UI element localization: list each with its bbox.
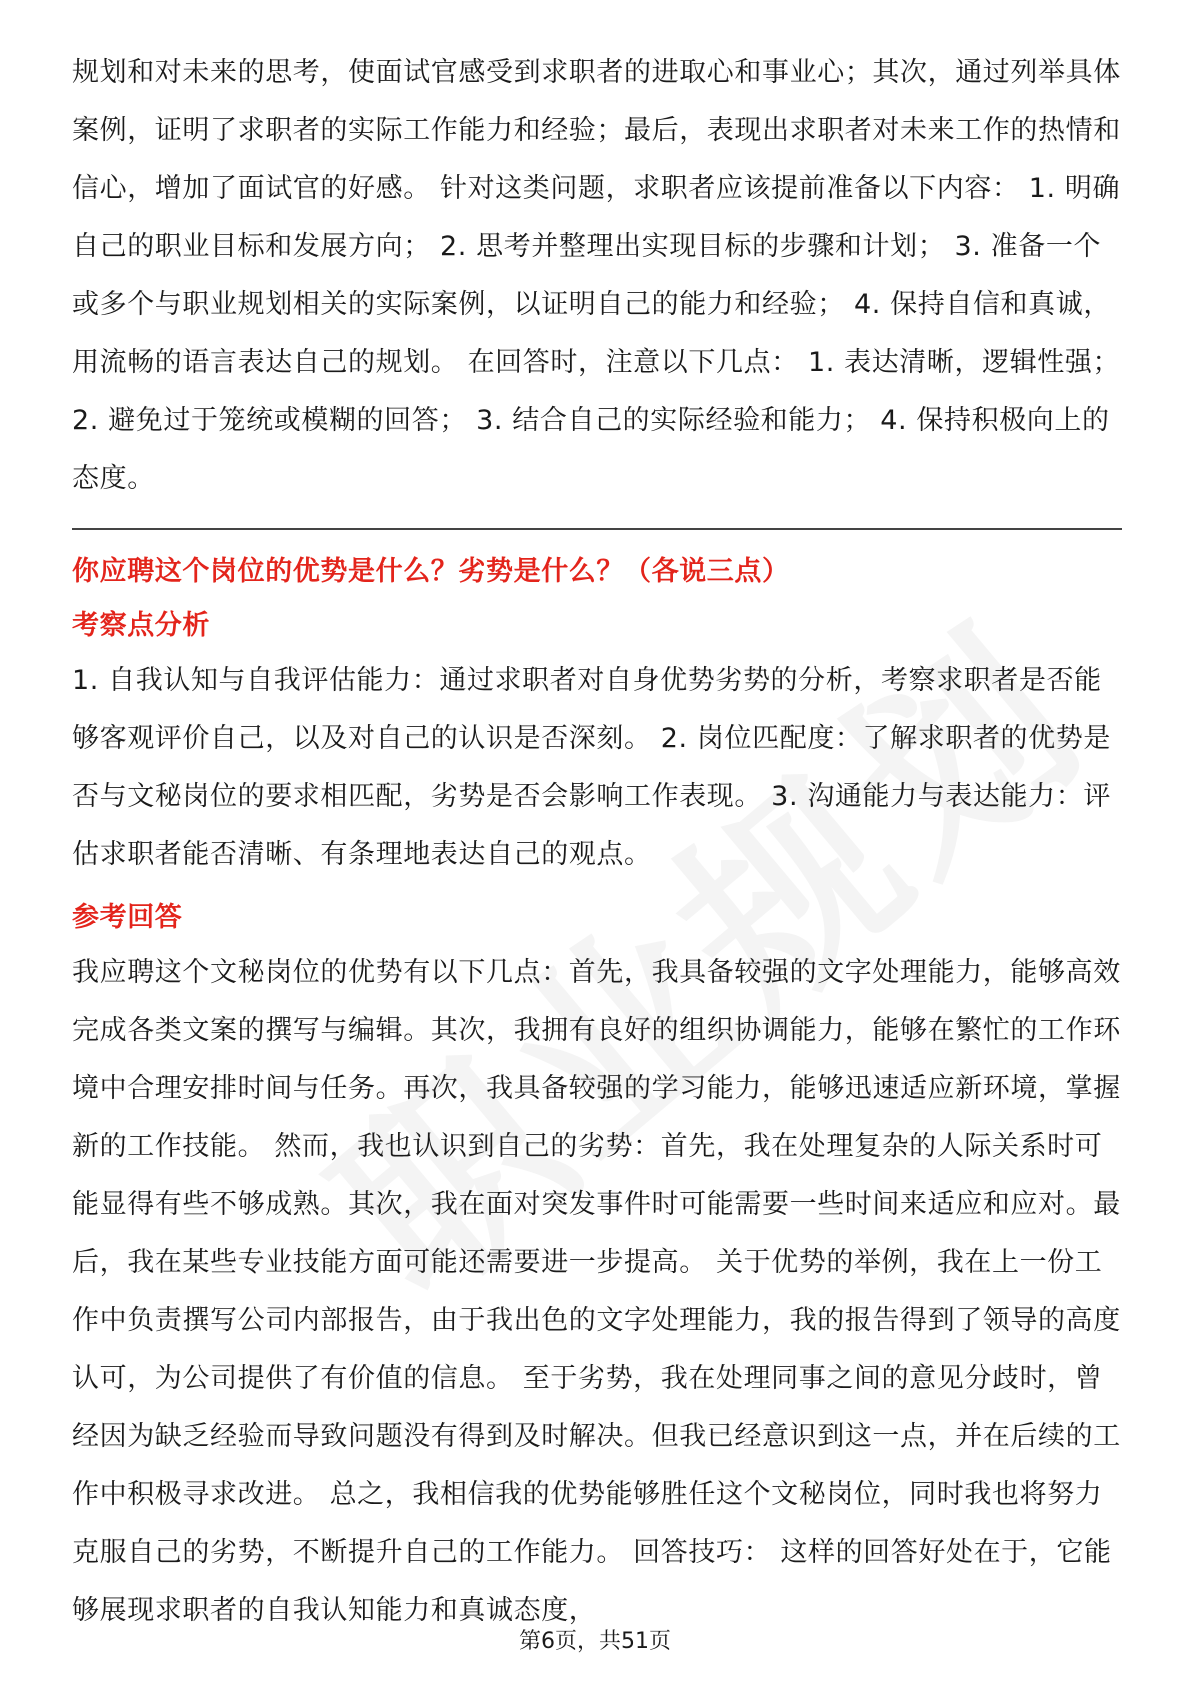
answer-heading: 参考回答	[72, 902, 183, 933]
page-footer: 第6页，共51页	[519, 1629, 671, 1654]
analysis-text: 1. 自我认知与自我评估能力：通过求职者对自身优势劣势的分析，考察求职者是否能够客观评价自己，以及对自己的认识是否深刻。 2. 岗位匹配度：了解求职者的优势是否与文秘岗位的要求相匹配，劣势是否会影响工作表现。 3. 沟通能力与表达能力：评估求职者能否清晰、有条理地表达自己的观点。	[72, 665, 1111, 870]
intro-paragraph: 规划和对未来的思考，使面试官感受到求职者的进取心和事业心；其次，通过列举具体案例，证明了求职者的实际工作能力和经验；最后，表现出求职者对未来工作的热情和信心，增加了面试官的好感。 针对这类问题，求职者应该提前准备以下内容： 1. 明确自己的职业目标和发展方向； 2. 思考并整理出实现目标的步骤和计划； 3. 准备一个或多个与职业规划相关的实际案例，以证明自己的能力和经验； 4. 保持自信和真诚，用流畅的语言表达自己的规划。 在回答时，注意以下几点： 1. 表达清晰，逻辑性强； 2. 避免过于笼统或模糊的回答； 3. 结合自己的实际经验和能力； 4. 保持积极向上的态度。	[72, 57, 1121, 494]
analysis-heading: 考察点分析	[72, 610, 210, 641]
document-content	[72, 44, 1122, 1640]
section-divider	[72, 528, 1122, 530]
question-title: 你应聘这个岗位的优势是什么？劣势是什么？（各说三点）	[72, 556, 790, 587]
answer-text: 我应聘这个文秘岗位的优势有以下几点：首先，我具备较强的文字处理能力，能够高效完成各类文案的撰写与编辑。其次，我拥有良好的组织协调能力，能够在繁忙的工作环境中合理安排时间与任务。再次，我具备较强的学习能力，能够迅速适应新环境，掌握新的工作技能。 然而，我也认识到自己的劣势：首先，我在处理复杂的人际关系时可能显得有些不够成熟。其次，我在面对突发事件时可能需要一些时间来适应和应对。最后，我在某些专业技能方面可能还需要进一步提高。 关于优势的举例，我在上一份工作中负责撰写公司内部报告，由于我出色的文字处理能力，我的报告得到了领导的高度认可，为公司提供了有价值的信息。 至于劣势，我在处理同事之间的意见分歧时，曾经因为缺乏经验而导致问题没有得到及时解决。但我已经意识到这一点，并在后续的工作中积极寻求改进。 总之，我相信我的优势能够胜任这个文秘岗位，同时我也将努力克服自己的劣势，不断提升自己的工作能力。 回答技巧： 这样的回答好处在于，它能够展现求职者的自我认知能力和真诚态度，	[72, 957, 1121, 1626]
